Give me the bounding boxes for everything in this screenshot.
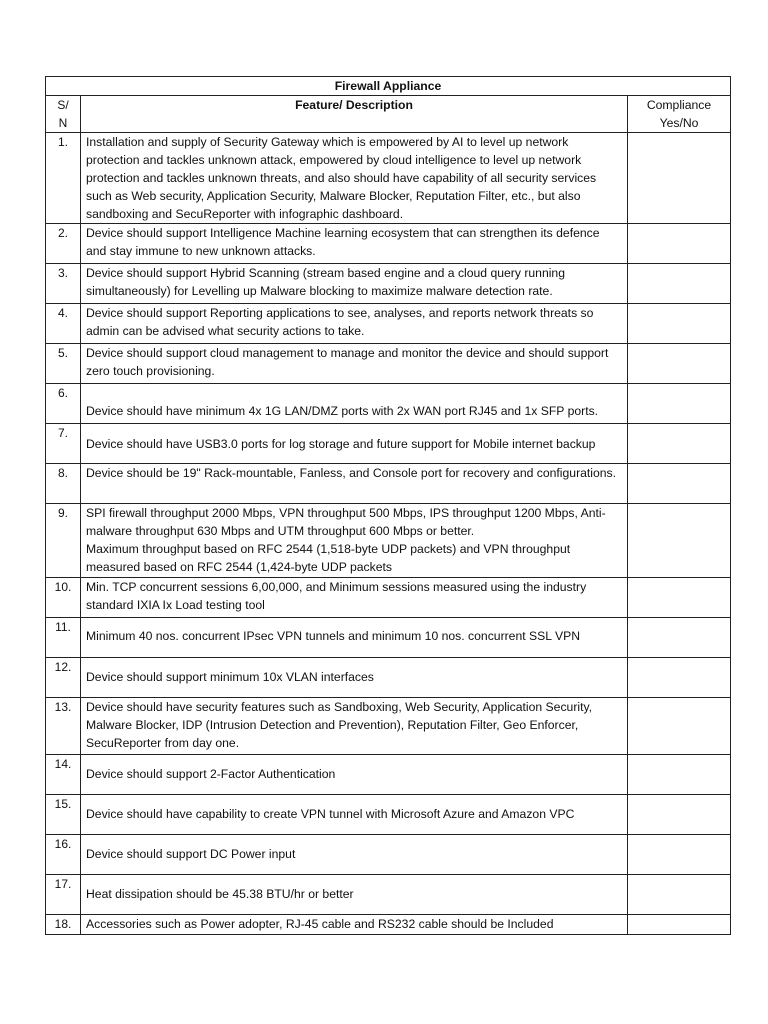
table-row xyxy=(46,835,731,875)
row-serial: 14. xyxy=(46,755,81,795)
table-row xyxy=(46,875,731,915)
row-feature: Device should support minimum 10x VLAN interfaces xyxy=(81,658,628,698)
row-feature: Min. TCP concurrent sessions 6,00,000, and Minimum sessions measured using the industry standard IXIA Ix Load testing tool xyxy=(81,578,628,618)
row-feature: Device should have capability to create VPN tunnel with Microsoft Azure and Amazon VPC xyxy=(81,795,628,835)
row-serial: 5. xyxy=(46,344,81,384)
row-feature: Device should have security features such as Sandboxing, Web Security, Application Security, Malware Blocker, IDP (Intrusion Detection and Prevention), Reputation Filter, Geo Enforcer, SecuReporter from day one. xyxy=(81,698,628,755)
table-row xyxy=(46,658,731,698)
row-compliance-cell[interactable] xyxy=(628,464,731,504)
row-compliance-cell[interactable] xyxy=(628,264,731,304)
row-serial: 13. xyxy=(46,698,81,755)
row-compliance-cell[interactable] xyxy=(628,698,731,755)
row-compliance-cell[interactable] xyxy=(628,304,731,344)
row-serial: 11. xyxy=(46,618,81,658)
table-row xyxy=(46,618,731,658)
row-feature: Device should support Intelligence Machine learning ecosystem that can strengthen its defence and stay immune to new unknown attacks. xyxy=(81,224,628,264)
row-feature: Accessories such as Power adopter, RJ-45 cable and RS232 cable should be Included xyxy=(81,915,628,935)
row-serial: 3. xyxy=(46,264,81,304)
header-serial-number: S/ N xyxy=(46,96,81,133)
row-compliance-cell[interactable] xyxy=(628,875,731,915)
row-feature: Device should support DC Power input xyxy=(81,835,628,875)
row-feature: Device should support Reporting applications to see, analyses, and reports network threats so admin can be advised what security actions to take. xyxy=(81,304,628,344)
row-feature: Device should support 2-Factor Authentication xyxy=(81,755,628,795)
row-compliance-cell[interactable] xyxy=(628,344,731,384)
row-serial: 6. xyxy=(46,384,81,424)
row-feature: Device should have USB3.0 ports for log storage and future support for Mobile internet backup xyxy=(81,424,628,464)
row-serial: 4. xyxy=(46,304,81,344)
row-feature: Device should be 19" Rack-mountable, Fanless, and Console port for recovery and configurations. xyxy=(81,464,628,504)
row-serial: 17. xyxy=(46,875,81,915)
table-row xyxy=(46,915,731,935)
row-feature: SPI firewall throughput 2000 Mbps, VPN throughput 500 Mbps, IPS throughput 1200 Mbps, Anti-malware throughput 630 Mbps and UTM throughput 600 Mbps or better. Maximum throughput based on RFC 2544 (1,518-byte UDP packets) and VPN throughput measured based on RFC 2544 (1,424-byte UDP packets xyxy=(81,504,628,578)
row-feature: Minimum 40 nos. concurrent IPsec VPN tunnels and minimum 10 nos. concurrent SSL VPN xyxy=(81,618,628,658)
row-compliance-cell[interactable] xyxy=(628,578,731,618)
table-row xyxy=(46,344,731,384)
row-feature: Heat dissipation should be 45.38 BTU/hr or better xyxy=(81,875,628,915)
table-row xyxy=(46,578,731,618)
row-serial: 2. xyxy=(46,224,81,264)
row-compliance-cell[interactable] xyxy=(628,133,731,224)
table-row xyxy=(46,698,731,755)
table-title: Firewall Appliance xyxy=(46,77,731,96)
row-serial: 16. xyxy=(46,835,81,875)
row-serial: 18. xyxy=(46,915,81,935)
row-compliance-cell[interactable] xyxy=(628,658,731,698)
table-row xyxy=(46,384,731,424)
table-row xyxy=(46,224,731,264)
row-serial: 10. xyxy=(46,578,81,618)
row-feature: Device should have minimum 4x 1G LAN/DMZ ports with 2x WAN port RJ45 and 1x SFP ports. xyxy=(81,384,628,424)
header-feature-description: Feature/ Description xyxy=(81,96,628,133)
row-compliance-cell[interactable] xyxy=(628,424,731,464)
row-compliance-cell[interactable] xyxy=(628,835,731,875)
table-row xyxy=(46,264,731,304)
table-row xyxy=(46,755,731,795)
row-feature: Device should support Hybrid Scanning (stream based engine and a cloud query running simultaneously) for Levelling up Malware blocking to maximize malware detection rate. xyxy=(81,264,628,304)
row-compliance-cell[interactable] xyxy=(628,618,731,658)
table-title-row xyxy=(46,77,731,96)
row-compliance-cell[interactable] xyxy=(628,384,731,424)
row-serial: 15. xyxy=(46,795,81,835)
table-row xyxy=(46,795,731,835)
firewall-appliance-table xyxy=(45,76,731,935)
table-row xyxy=(46,504,731,578)
table-header-row xyxy=(46,96,731,133)
row-compliance-cell[interactable] xyxy=(628,504,731,578)
row-serial: 7. xyxy=(46,424,81,464)
row-compliance-cell[interactable] xyxy=(628,795,731,835)
row-compliance-cell[interactable] xyxy=(628,755,731,795)
table-row xyxy=(46,424,731,464)
row-serial: 1. xyxy=(46,133,81,224)
row-feature: Device should support cloud management to manage and monitor the device and should support zero touch provisioning. xyxy=(81,344,628,384)
row-compliance-cell[interactable] xyxy=(628,915,731,935)
table-row xyxy=(46,304,731,344)
header-compliance: Compliance Yes/No xyxy=(628,96,731,133)
row-compliance-cell[interactable] xyxy=(628,224,731,264)
row-serial: 8. xyxy=(46,464,81,504)
table-row xyxy=(46,133,731,224)
row-serial: 12. xyxy=(46,658,81,698)
row-feature: Installation and supply of Security Gateway which is empowered by AI to level up network protection and tackles unknown attack, empowered by cloud intelligence to level up network protection and tackles unknown threats, and also should have capability of all security services such as Web security, Application Security, Malware Blocker, Reputation Filter, etc., but also sandboxing and SecuReporter with infographic dashboard. xyxy=(81,133,628,224)
row-serial: 9. xyxy=(46,504,81,578)
table-row xyxy=(46,464,731,504)
